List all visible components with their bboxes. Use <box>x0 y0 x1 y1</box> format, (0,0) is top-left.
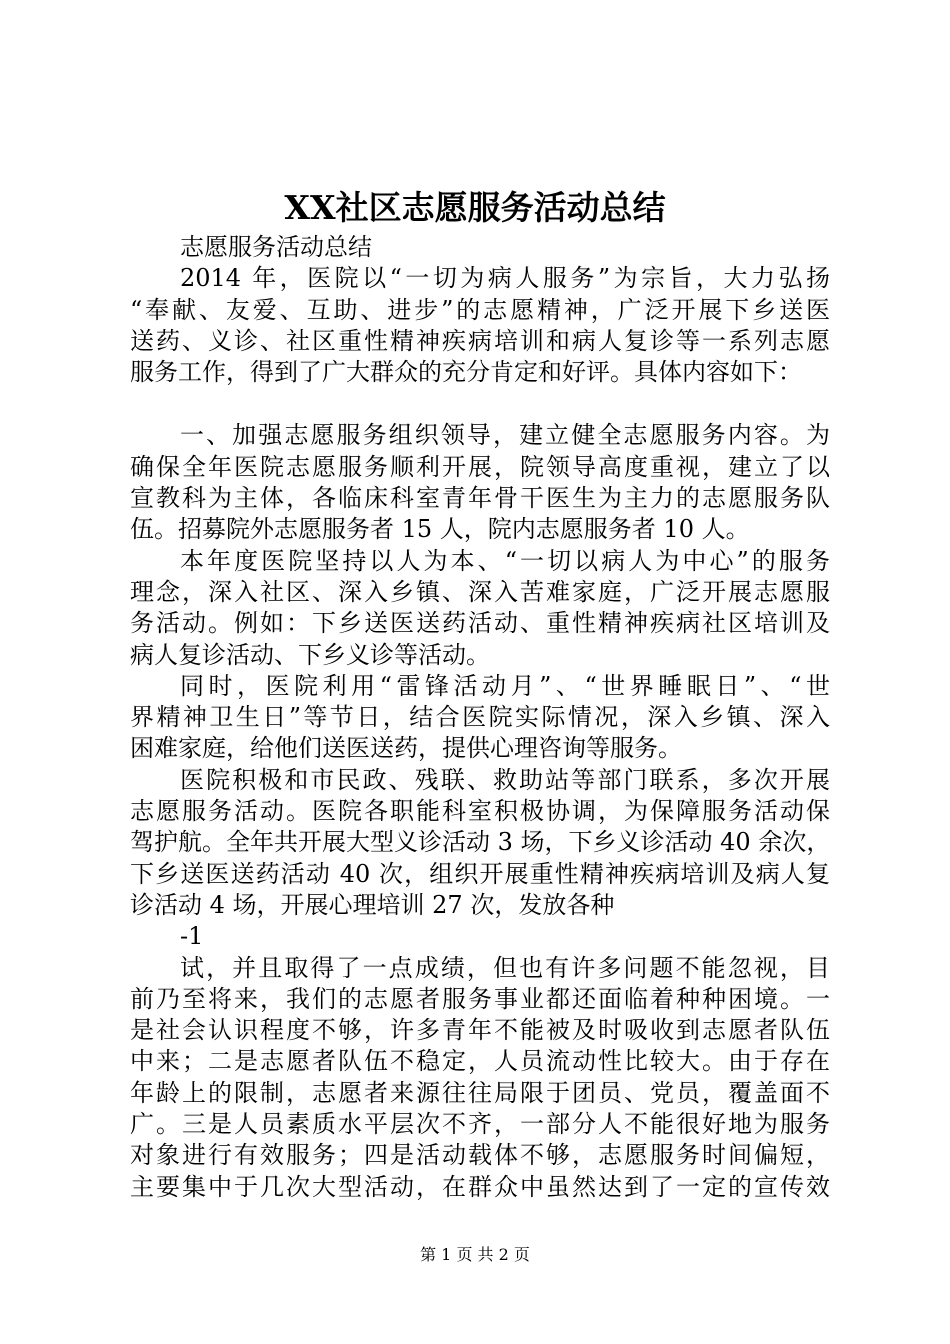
paragraph-line: 对象进行有效服务；四是活动载体不够，志愿服务时间偏短， <box>130 1141 830 1170</box>
paragraph-line: 困难家庭，给他们送医送药，提供心理咨询等服务。 <box>130 734 682 763</box>
paragraph-line: 界精神卫生日”等节日，结合医院实际情况，深入乡镇、深入 <box>130 703 830 732</box>
page-number-footer: 第 1 页 共 2 页 <box>420 1245 530 1264</box>
document-subtitle: 志愿服务活动总结 <box>180 233 372 261</box>
paragraph-line: 广。三是人员素质水平层次不齐，一部分人不能很好地为服务 <box>130 1110 830 1139</box>
paragraph-line: 中来；二是志愿者队伍不稳定，人员流动性比较大。由于存在 <box>130 1047 830 1076</box>
paragraph-line: 服务工作，得到了广大群众的充分肯定和好评。具体内容如下： <box>130 358 802 387</box>
paragraph-line: 宣教科为主体，各临床科室青年骨干医生为主力的志愿服务队 <box>130 484 830 513</box>
page-marker: -1 <box>180 922 204 951</box>
paragraph-line: 本年度医院坚持以人为本、“一切以病人为中心”的服务 <box>180 546 830 575</box>
paragraph-line: 2014 年，医院以“一切为病人服务”为宗旨，大力弘扬 <box>180 264 830 293</box>
paragraph-line: 确保全年医院志愿服务顺利开展，院领导高度重视，建立了以 <box>130 452 830 481</box>
paragraph-line: 下乡送医送药活动 40 次，组织开展重性精神疾病培训及病人复 <box>130 859 830 888</box>
paragraph-line: 主要集中于几次大型活动，在群众中虽然达到了一定的宣传效 <box>130 1172 830 1201</box>
paragraph-line: 伍。招募院外志愿服务者 15 人，院内志愿服务者 10 人。 <box>130 515 750 544</box>
paragraph-line: 一、加强志愿服务组织领导，建立健全志愿服务内容。为 <box>180 421 830 450</box>
paragraph-line: 试，并且取得了一点成绩，但也有许多问题不能忽视，目 <box>180 953 830 982</box>
paragraph-line: 前乃至将来，我们的志愿者服务事业都还面临着种种困境。一 <box>130 984 830 1013</box>
paragraph-line: 理念，深入社区、深入乡镇、深入苦难家庭，广泛开展志愿服 <box>130 577 830 606</box>
paragraph-line: 务活动。例如：下乡送医送药活动、重性精神疾病社区培训及 <box>130 609 830 638</box>
paragraph-line: 诊活动 4 场，开展心理培训 27 次，发放各种 <box>130 890 615 919</box>
paragraph-line: 是社会认识程度不够，许多青年不能被及时吸收到志愿者队伍 <box>130 1016 830 1045</box>
paragraph-line: 医院积极和市民政、残联、救助站等部门联系，多次开展 <box>180 765 830 794</box>
document-body <box>130 232 830 1203</box>
document-title: XX社区志愿服务活动总结 <box>284 188 666 227</box>
paragraph-line: 送药、义诊、社区重性精神疾病培训和病人复诊等一系列志愿 <box>130 326 830 355</box>
paragraph-line: 志愿服务活动。医院各职能科室积极协调，为保障服务活动保 <box>130 797 830 826</box>
paragraph-gap <box>130 388 830 420</box>
paragraph-line: 同时，医院利用“雷锋活动月”、“世界睡眠日”、“世 <box>180 671 830 700</box>
paragraph-line: 驾护航。全年共开展大型义诊活动 3 场，下乡义诊活动 40 余次， <box>130 828 831 857</box>
paragraph-line: “奉献、友爱、互助、进步”的志愿精神，广泛开展下乡送医 <box>130 295 830 324</box>
paragraph-line: 年龄上的限制，志愿者来源往往局限于团员、党员，覆盖面不 <box>130 1078 830 1107</box>
paragraph-line: 病人复诊活动、下乡义诊等活动。 <box>130 640 490 669</box>
